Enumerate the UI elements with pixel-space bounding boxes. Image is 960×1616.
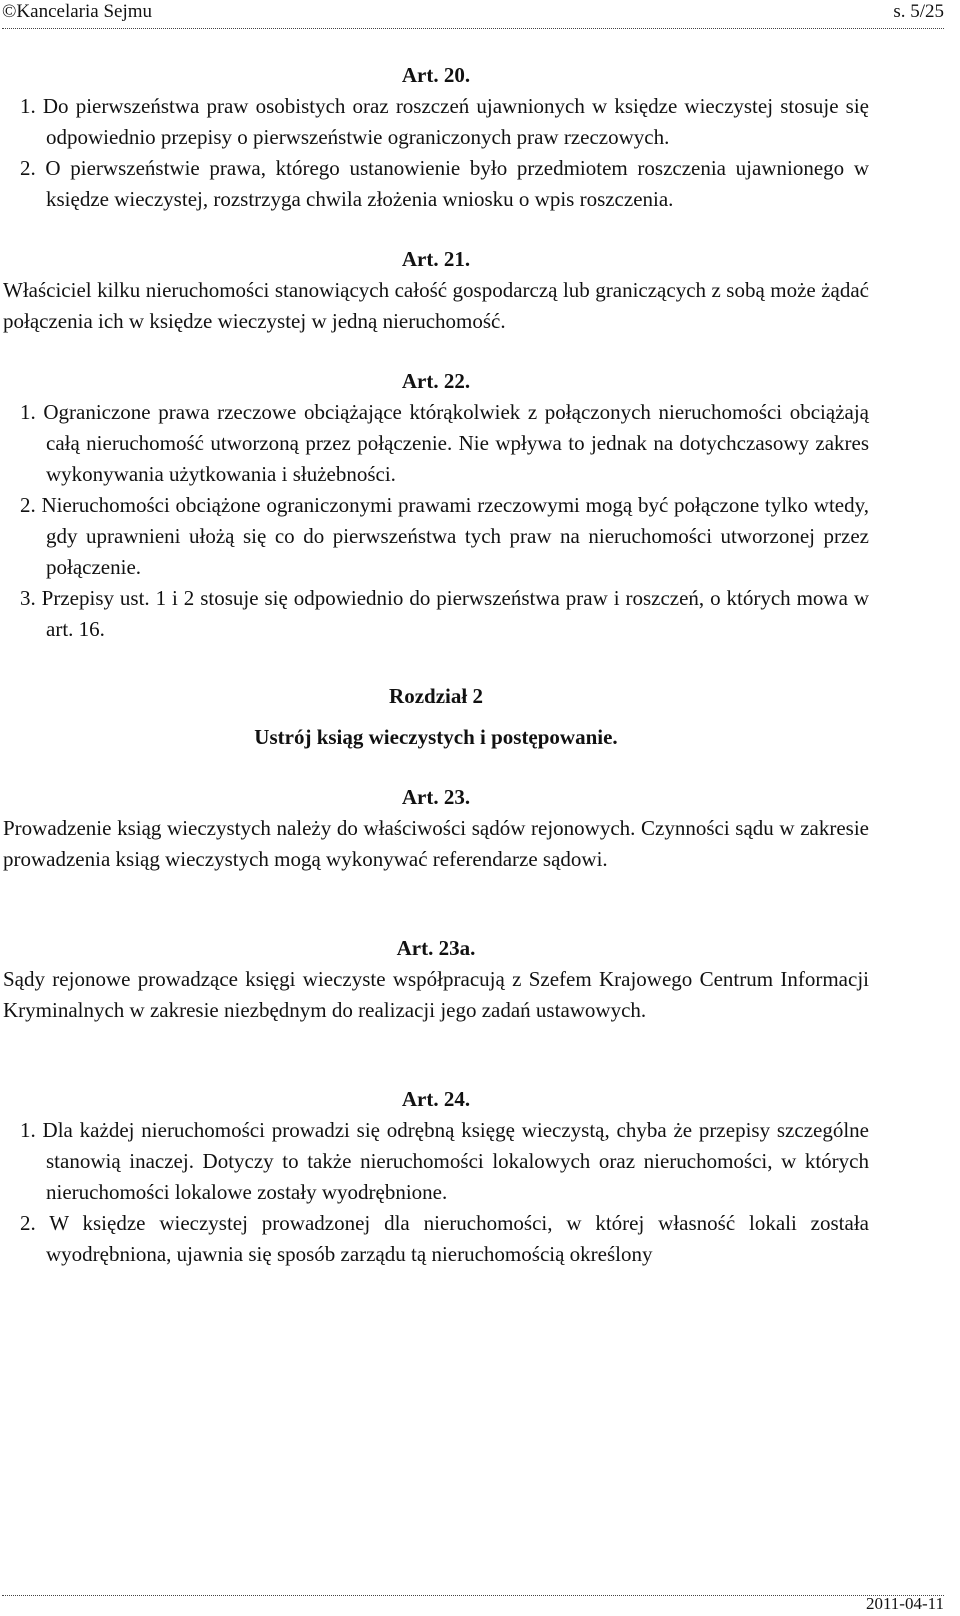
article-title: Art. 20.	[401, 63, 471, 87]
footer-date: 2011-04-11	[865, 1594, 944, 1613]
article-paragraph: 3. Przepisy ust. 1 i 2 stosuje się odpowiednio do pierwszeństwa praw i roszczeń, o których mowa w art. 16.	[20, 586, 869, 641]
article-title: Art. 24.	[401, 1087, 471, 1111]
article-23a	[3, 933, 869, 1026]
article-title: Art. 23a.	[396, 936, 476, 960]
article-paragraph: 1. Do pierwszeństwa praw osobistych oraz roszczeń ujawnionych w księdze wieczystej stosuje się odpowiednio przepisy o pierwszeństwie ograniczonych praw rzeczowych.	[20, 94, 869, 149]
article-paragraph: Prowadzenie ksiąg wieczystych należy do właściwości sądów rejonowych. Czynności sądu w zakresie prowadzenia ksiąg wieczystych mogą wykonywać referendarze sądowi.	[3, 816, 869, 871]
article-paragraph: Sądy rejonowe prowadzące księgi wieczyste współpracują z Szefem Krajowego Centrum Informacji Kryminalnych w zakresie niezbędnym do realizacji jego zadań ustawowych.	[3, 967, 869, 1022]
header-page-number: s. 5/25	[893, 1, 944, 22]
article-title: Art. 23.	[401, 785, 471, 809]
article-24	[3, 1084, 869, 1270]
article-22	[3, 366, 869, 645]
article-21	[3, 244, 869, 337]
header-publisher: ©Kancelaria Sejmu	[2, 1, 153, 22]
article-23	[3, 782, 869, 875]
article-paragraph: 1. Dla każdej nieruchomości prowadzi się odrębną księgę wieczystą, chyba że przepisy szczególne stanowią inaczej. Dotyczy to także nieruchomości lokalowych oraz nieruchomości, w których nieruchomości lokalowe zostały wyodrębnione.	[20, 1118, 869, 1204]
article-paragraph: 2. O pierwszeństwie prawa, którego ustanowienie było przedmiotem roszczenia ujawnionego w księdze wieczystej, rozstrzyga chwila złożenia wniosku o wpis roszczenia.	[20, 156, 869, 211]
header-divider	[2, 28, 944, 29]
article-paragraph: Właściciel kilku nieruchomości stanowiących całość gospodarczą lub graniczących z sobą może żądać połączenia ich w księdze wieczystej w jedną nieruchomość.	[3, 278, 869, 333]
article-paragraph: 2. Nieruchomości obciążone ograniczonymi prawami rzeczowymi mogą być połączone tylko wtedy, gdy uprawnieni ułożą się co do pierwszeństwa tych praw na nieruchomości utworzonej przez połączenie.	[20, 493, 869, 579]
article-title: Art. 22.	[401, 369, 471, 393]
article-paragraph: 2. W księdze wieczystej prowadzonej dla nieruchomości, w której własność lokali została wyodrębniona, ujawnia się sposób zarządu tą nieruchomością określony	[20, 1211, 869, 1266]
article-paragraph: 1. Ograniczone prawa rzeczowe obciążające którąkolwiek z połączonych nieruchomości obciążają całą nieruchomość utworzoną przez połączenie. Nie wpływa to jednak na dotychczasowy zakres wykonywania użytkowania i służebności.	[20, 400, 869, 486]
article-title: Art. 21.	[401, 247, 471, 271]
chapter-2	[3, 681, 869, 753]
article-20	[3, 60, 869, 215]
chapter-subtitle: Ustrój ksiąg wieczystych i postępowanie.	[254, 725, 618, 749]
footer-divider	[2, 1595, 944, 1596]
document-body	[3, 60, 869, 1270]
chapter-title: Rozdział 2	[389, 684, 483, 708]
